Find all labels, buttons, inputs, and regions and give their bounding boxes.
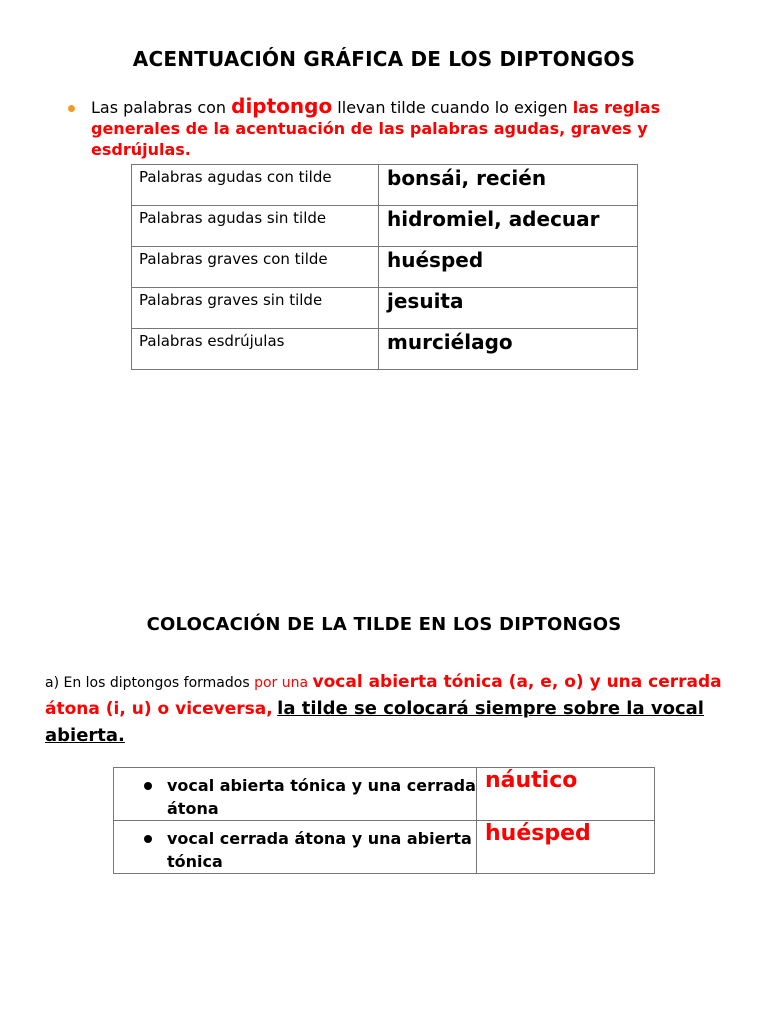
description-cell [114, 821, 477, 874]
diptongo-example-table [113, 767, 655, 874]
table-row [132, 329, 638, 370]
category-cell: Palabras agudas con tilde [132, 165, 379, 206]
category-cell: Palabras graves con tilde [132, 247, 379, 288]
section1-title: ACENTUACIÓN GRÁFICA DE LOS DIPTONGOS [132, 47, 636, 71]
example-word-cell: náutico [477, 768, 655, 821]
category-cell: Palabras graves sin tilde [132, 288, 379, 329]
placement-text-start: a) En los diptongos formados [45, 675, 255, 691]
table-row [132, 165, 638, 206]
vowel-combination-highlight: vocal abierta tónica (a, e, o) y una cerrada átona (i, u) o viceversa, [45, 672, 722, 719]
general-rules-highlight: las reglas generales de la acentuación de las palabras agudas, graves y esdrújulas. [91, 98, 661, 159]
bullet-dot-icon [144, 835, 152, 843]
category-cell: Palabras agudas sin tilde [132, 206, 379, 247]
table-row [114, 821, 655, 874]
example-cell: murciélago [379, 329, 638, 370]
example-cell: hidromiel, adecuar [379, 206, 638, 247]
table-row [132, 247, 638, 288]
placement-rule-paragraph [45, 670, 735, 750]
table-row [132, 288, 638, 329]
rule-text-middle: llevan tilde cuando lo exigen [332, 98, 573, 117]
example-cell: jesuita [379, 288, 638, 329]
example-cell: huésped [379, 247, 638, 288]
description-cell [114, 768, 477, 821]
bullet-dot-icon [68, 105, 75, 112]
diptongo-highlight: diptongo [231, 94, 333, 118]
category-cell: Palabras esdrújulas [132, 329, 379, 370]
diptongo-rule-paragraph [91, 96, 741, 160]
tilde-placement-rule: la tilde se colocará siempre sobre la vocal abierta. [45, 698, 704, 746]
word-type-table [131, 164, 638, 370]
rule-text-start: Las palabras con [91, 98, 232, 117]
section2-title: COLOCACIÓN DE LA TILDE EN LOS DIPTONGOS [146, 614, 622, 635]
example-word-cell: huésped [477, 821, 655, 874]
placement-red-text: por una [254, 675, 313, 691]
example-cell: bonsái, recién [379, 165, 638, 206]
table-row [132, 206, 638, 247]
description-text: vocal cerrada átona y una abierta tónica [167, 829, 472, 871]
description-text: vocal abierta tónica y una cerrada átona [167, 776, 476, 818]
table-row [114, 768, 655, 821]
bullet-dot-icon [144, 782, 152, 790]
